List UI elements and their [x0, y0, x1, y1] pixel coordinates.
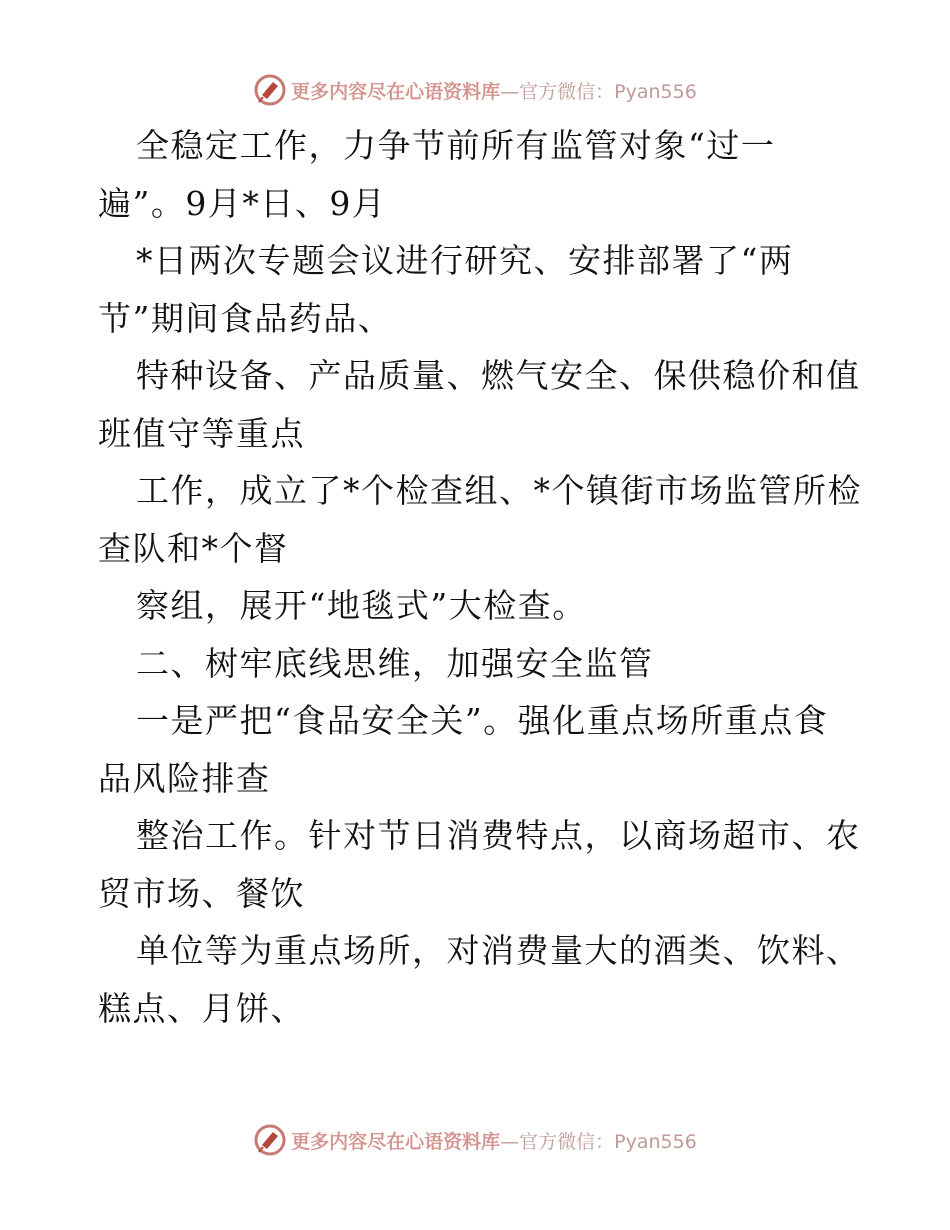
body-line: *日两次专题会议进行研究、安排部署了“两 [136, 241, 794, 280]
body-line: 班值守等重点 [98, 413, 305, 453]
library-logo-icon [253, 1123, 287, 1157]
body-line: 察组，展开“地毯式”大检查。 [136, 586, 587, 625]
body-line: 单位等为重点场所，对消费量大的酒类、饮料、 [136, 931, 861, 970]
body-line: 整治工作。针对节日消费特点，以商场超市、农 [136, 816, 861, 855]
watermark-contact-text: —官方微信：Pyan556 [500, 80, 697, 103]
body-line: 品风险排查 [98, 758, 271, 798]
library-logo-icon [253, 73, 287, 107]
section-heading: 二、树牢底线思维，加强安全监管 [136, 643, 654, 683]
body-line: 贸市场、餐饮 [98, 873, 305, 913]
watermark-site-text: 更多内容尽在心语资料库 [291, 80, 501, 103]
body-line: 查队和*个督 [98, 528, 289, 568]
watermark-banner-bottom [0, 1120, 950, 1160]
watermark-contact-text: —官方微信：Pyan556 [500, 1130, 697, 1153]
body-line: 特种设备、产品质量、燃气安全、保供稳价和值 [136, 356, 861, 395]
body-line: 糕点、月饼、 [98, 988, 305, 1028]
body-line: 遍”。9月*日、9月 [98, 183, 387, 223]
watermark-banner-top [0, 70, 950, 110]
body-line: 节”期间食品药品、 [98, 298, 393, 338]
body-line: 工作，成立了*个检查组、*个镇街市场监管所检 [136, 471, 862, 510]
watermark-text [291, 77, 697, 104]
watermark-site-text: 更多内容尽在心语资料库 [291, 1130, 501, 1153]
body-line: 一是严把“食品安全关”。强化重点场所重点食 [136, 701, 829, 740]
body-line: 全稳定工作，力争节前所有监管对象“过一 [136, 126, 776, 165]
watermark-text [291, 1127, 697, 1154]
document-body [98, 117, 862, 1037]
